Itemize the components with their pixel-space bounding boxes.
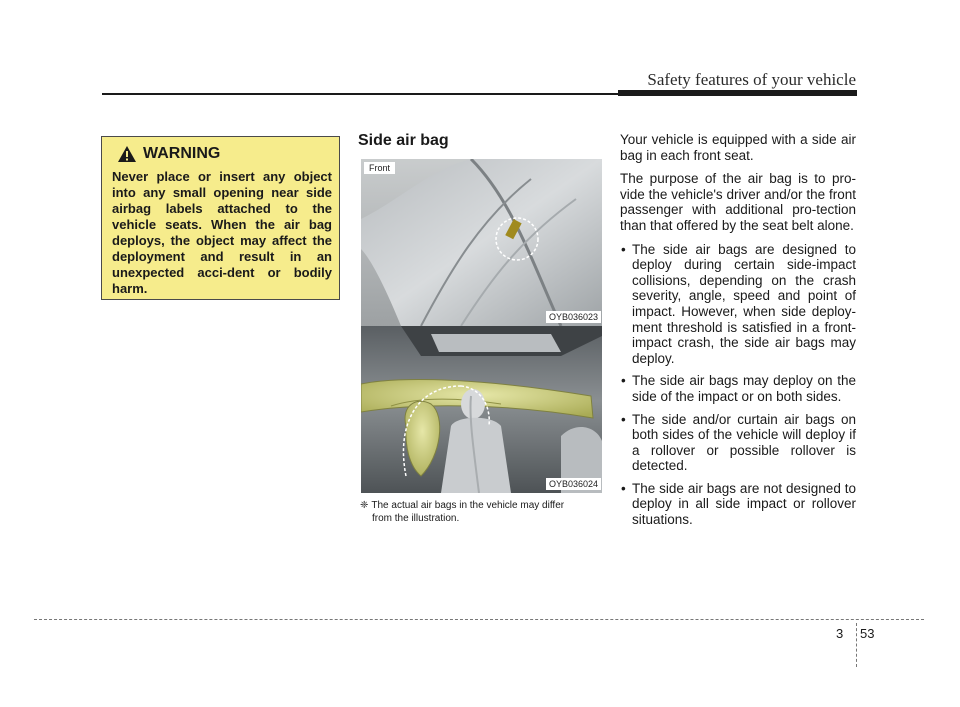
bullet-list	[620, 242, 856, 528]
bullet-icon: •	[621, 373, 626, 389]
footer-rule	[34, 619, 924, 620]
bullet-icon: •	[621, 480, 626, 496]
seat-illustration	[361, 159, 602, 326]
page-number: 53	[860, 626, 875, 641]
image-caption	[360, 499, 602, 525]
list-item	[620, 242, 856, 367]
caption-mark: ❈	[360, 500, 369, 511]
bullet-text: The side air bags are not designed to deploy in all side impact or rollover situations.	[632, 480, 856, 528]
cabin-illustration	[361, 326, 602, 493]
warning-box	[101, 136, 340, 300]
header-rule-accent	[618, 90, 857, 96]
side-airbag-label-photo	[361, 159, 602, 326]
section-title: Side air bag	[358, 132, 449, 149]
bullet-icon: •	[621, 411, 626, 427]
image-code-bottom: OYB036024	[546, 478, 601, 490]
bullet-icon: •	[621, 241, 626, 257]
list-item	[620, 481, 856, 528]
warning-triangle-icon	[117, 145, 137, 163]
bullet-text: The side and/or curtain air bags on both sides of the vehicle will deploy if a rollover or possible rollover is detected.	[632, 411, 856, 474]
body-column	[620, 132, 856, 535]
list-item	[620, 412, 856, 474]
side-airbag-deployment-photo	[361, 326, 602, 493]
warning-title: WARNING	[143, 145, 221, 162]
list-item	[620, 373, 856, 404]
image-code-top: OYB036023	[546, 311, 601, 323]
caption-line-2: from the illustration.	[372, 513, 460, 524]
front-label: Front	[364, 162, 395, 174]
bullet-text: The side air bags may deploy on the side of the impact or on both sides.	[632, 373, 856, 404]
warning-header	[117, 145, 332, 163]
body-paragraph-1: Your vehicle is equipped with a side air bag in each front seat.	[620, 132, 856, 163]
footer-divider	[856, 623, 857, 667]
body-paragraph-2: The purpose of the air bag is to pro-vide the vehicle's driver and/or the front passenger with additional pro-tection than that offered by the seat belt alone.	[620, 171, 856, 233]
warning-text: Never place or insert any object into any small opening near side airbag labels attached to the vehicle seats. When the air bag deploys, the object may affect the deployment and result in an unexpected acci-dent or bodily harm.	[112, 169, 332, 296]
bullet-text: The side air bags are designed to deploy during certain side-impact collisions, depending on the crash severity, angle, speed and point of impact. However, when side deploy-ment threshold is satisfied in a front-impact crash, the side air bags may deploy.	[632, 241, 856, 366]
header-title: Safety features of your vehicle	[647, 70, 856, 89]
caption-line-1: The actual air bags in the vehicle may differ	[371, 500, 565, 511]
chapter-number: 3	[836, 626, 844, 641]
